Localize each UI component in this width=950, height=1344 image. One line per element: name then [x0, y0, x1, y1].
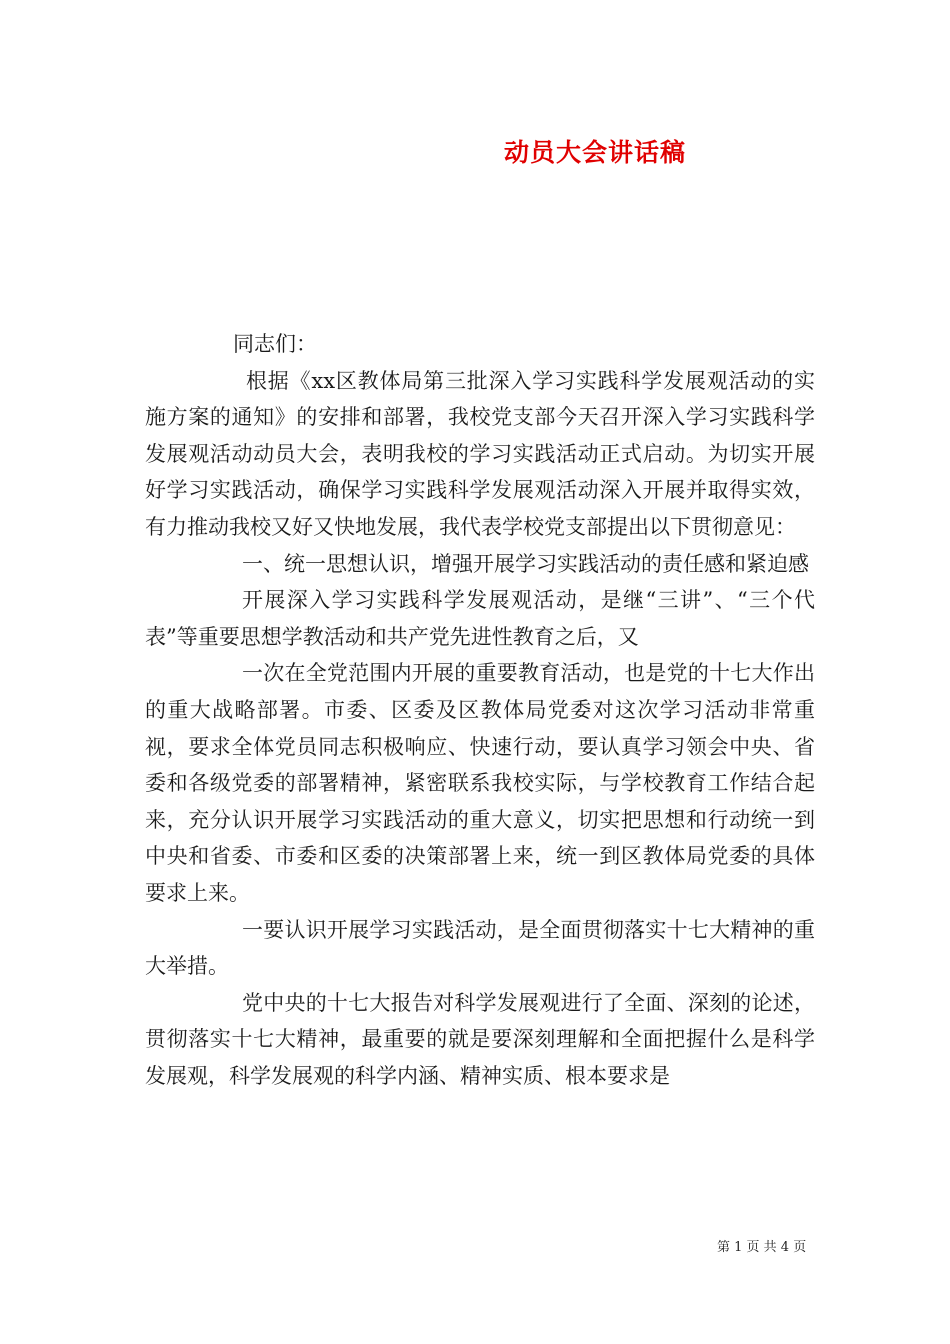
section-heading-1: 一、统一思想认识，增强开展学习实践活动的责任感和紧迫感 — [242, 551, 809, 576]
paragraph-intro: 根据《xx区教体局第三批深入学习实践科学发展观活动的实施方案的通知》的安排和部署，我校党支部今天召开深入学习实践科学发展观活动动员大会，表明我校的学习实践活动正式启动。为切实开展好学习实践活动，确保学习实践科学发展观活动深入开展并取得实效，有力推动我校又好又快地发展，我代表学校党支部提出以下贯彻意见： — [145, 368, 815, 539]
paragraph-deployment: 一次在全党范围内开展的重要教育活动，也是党的十七大作出的重大战略部署。市委、区委及区教体局党委对这次学习活动非常重视，要求全体党员同志积极响应、快速行动，要认真学习领会中央、省委和各级党委的部署精神，紧密联系我校实际，与学校教育工作结合起来，充分认识开展学习实践活动的重大意义，切实把思想和行动统一到中央和省委、市委和区委的决策部署上来，统一到区教体局党委的具体要求上来。 — [145, 661, 815, 905]
document-title: 动员大会讲话稿 — [503, 138, 686, 167]
document-body — [145, 326, 815, 1094]
page-number: 第 1 页 共 4 页 — [717, 1240, 807, 1255]
paragraph-point-1: 一要认识开展学习实践活动，是全面贯彻落实十七大精神的重大举措。 — [145, 917, 815, 979]
paragraph-report: 党中央的十七大报告对科学发展观进行了全面、深刻的论述，贯彻落实十七大精神，最重要的就是要深刻理解和全面把握什么是科学发展观，科学发展观的科学内涵、精神实质、根本要求是 — [145, 990, 815, 1088]
greeting: 同志们： — [233, 332, 317, 356]
paragraph-background: 开展深入学习实践科学发展观活动，是继“三讲”、“三个代表”等重要思想学教活动和共产党先进性教育之后，又 — [145, 588, 815, 649]
